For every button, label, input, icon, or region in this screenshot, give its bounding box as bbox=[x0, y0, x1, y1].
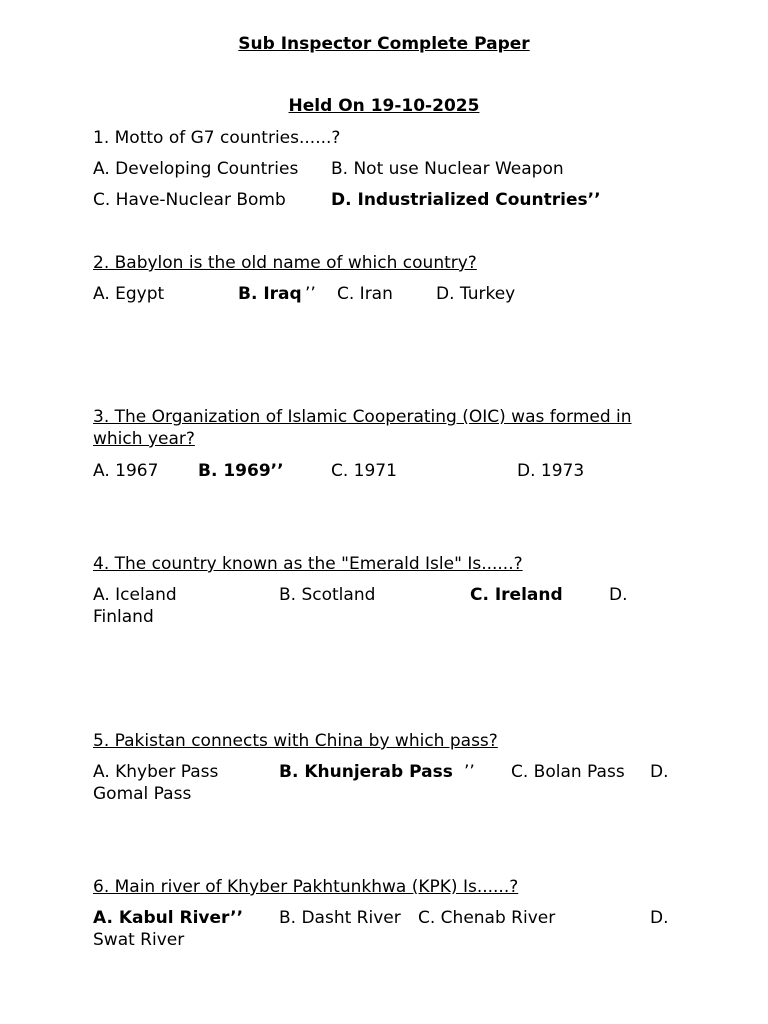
question-6-text: 6. Main river of Khyber Pakhtunkhwa (KPK) Is......? bbox=[93, 877, 519, 897]
question-2-text: 2. Babylon is the old name of which country? bbox=[93, 253, 477, 273]
question-5-option-c: C. Bolan Pass bbox=[511, 762, 625, 782]
question-3-option-b-answer: B. 1969’’ bbox=[198, 461, 284, 481]
question-2-option-b-answer: B. Iraq bbox=[238, 284, 302, 304]
question-5-option-a: A. Khyber Pass bbox=[93, 762, 219, 782]
question-1-option-d-answer: D. Industrialized Countries’’ bbox=[331, 190, 601, 210]
question-6-option-b: B. Dasht River bbox=[279, 908, 401, 928]
question-1-option-b: B. Not use Nuclear Weapon bbox=[331, 159, 564, 179]
question-5-option-b-answer: B. Khunjerab Pass bbox=[279, 762, 453, 782]
question-3-option-d: D. 1973 bbox=[517, 461, 585, 481]
question-2-option-c: C. Iran bbox=[337, 284, 393, 304]
question-2-option-d: D. Turkey bbox=[436, 284, 516, 304]
held-on-date: Held On 19-10-2025 bbox=[288, 96, 480, 116]
question-6-option-a-answer: A. Kabul River’’ bbox=[93, 908, 244, 928]
question-2-answer-mark: ’’ bbox=[305, 284, 316, 304]
question-3-option-a: A. 1967 bbox=[93, 461, 159, 481]
question-4-option-b: B. Scotland bbox=[279, 585, 376, 605]
question-1-option-c: C. Have-Nuclear Bomb bbox=[93, 190, 286, 210]
question-4-option-d: D. Finland bbox=[93, 585, 628, 627]
question-4-text: 4. The country known as the "Emerald Isle" Is......? bbox=[93, 554, 523, 574]
document-title: Sub Inspector Complete Paper bbox=[238, 34, 530, 54]
question-6-option-c: C. Chenab River bbox=[418, 908, 556, 928]
question-2-option-a: A. Egypt bbox=[93, 284, 165, 304]
question-4-option-a: A. Iceland bbox=[93, 585, 177, 605]
question-5-option-d: D. Gomal Pass bbox=[93, 762, 669, 804]
question-5-answer-mark: ’’ bbox=[464, 762, 475, 782]
question-1-option-a: A. Developing Countries bbox=[93, 159, 299, 179]
question-5-text: 5. Pakistan connects with China by which pass? bbox=[93, 731, 498, 751]
question-3-text: 3. The Organization of Islamic Cooperating (OIC) was formed in which year? bbox=[93, 407, 632, 449]
question-3-option-c: C. 1971 bbox=[331, 461, 397, 481]
question-4-option-c-answer: C. Ireland bbox=[470, 585, 563, 605]
question-1-text: 1. Motto of G7 countries......? bbox=[93, 128, 341, 148]
question-6-option-d: D. Swat River bbox=[93, 908, 669, 950]
